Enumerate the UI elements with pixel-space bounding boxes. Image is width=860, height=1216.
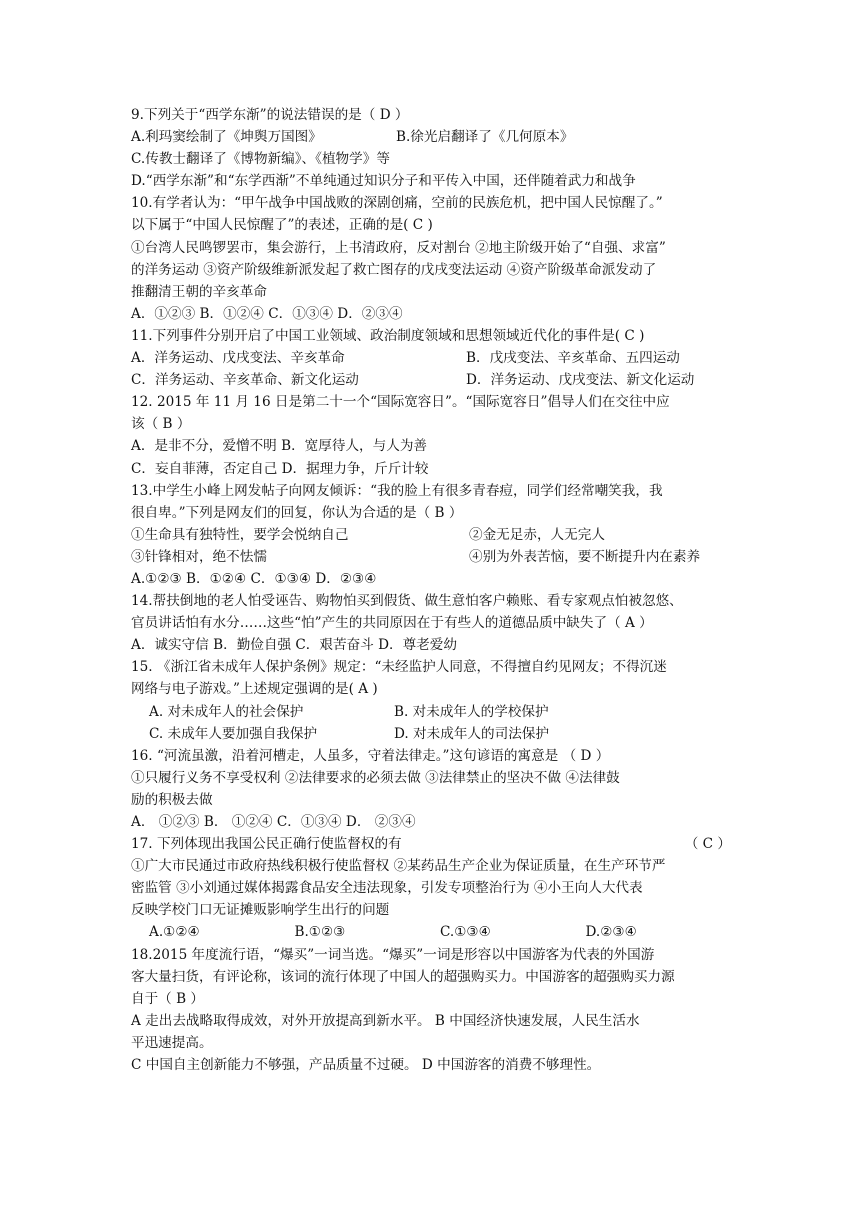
question-stem: 16. “河流虽激，沿着河槽走，人虽多，守着法律走。”这句谚语的寓意是 （ D ）	[131, 747, 610, 764]
options-row: A．①②③ B．①②④ C．①③④ D．②③④	[131, 305, 403, 322]
question-stem: 以下属于“中国人民惊醒了”的表述，正确的是( C )	[131, 217, 433, 234]
option: D. 对未成年人的司法保护	[394, 725, 549, 742]
question-stem: 网络与电子游戏。”上述规定强调的是( A )	[131, 681, 378, 698]
question-statement: 密监管 ③小刘通过媒体揭露食品安全违法现象，引发专项整治行为 ④小王向人大代表	[131, 880, 643, 897]
option: A.利玛窦绘制了《坤舆万国图》	[131, 129, 322, 146]
options-row: A.①②③ B．①②④ C．①③④ D．②③④	[131, 570, 377, 587]
question-stem: 10.有学者认为：“甲午战争中国战败的深剧创痛，空前的民族危机，把中国人民惊醒了。”	[131, 195, 663, 212]
question-stem: 18.2015 年度流行语，“爆买”一词当选。“爆买”一词是形容以中国游客为代表的外国游	[131, 946, 655, 963]
question-17	[131, 833, 731, 943]
question-stem: 该（ B ）	[131, 416, 191, 433]
options-row	[131, 126, 731, 148]
question-stem: 17. 下列体现出我国公民正确行使监督权的有	[131, 836, 402, 853]
statement: ②金无足赤，人无完人	[469, 526, 605, 543]
option: D.②③④	[585, 924, 637, 941]
question-statement: ①只履行义务不享受权利 ②法律要求的必须去做 ③法律禁止的坚决不做 ④法律鼓	[131, 769, 620, 786]
statement: ③针锋相对，绝不怯懦	[131, 548, 267, 565]
options-row	[131, 921, 731, 943]
option: C.传教士翻译了《博物新编》、《植物学》等	[131, 151, 390, 168]
question-stem: 9.下列关于“西学东渐”的说法错误的是（ D ）	[131, 107, 409, 123]
exam-page	[131, 104, 731, 1076]
question-18	[131, 944, 731, 1077]
question-13	[131, 480, 731, 590]
option: B．戊戌变法、辛亥革命、五四运动	[466, 350, 680, 367]
question-14	[131, 590, 731, 656]
question-stem: 官员讲话怕有水分……这些“怕”产生的共同原因在于有些人的道德品质中缺失了（ A ）	[131, 615, 653, 632]
option: C．洋务运动、辛亥革命、新文化运动	[131, 372, 359, 389]
answer-bracket: （ C ）	[684, 836, 731, 853]
options-row: A．诚实守信 B．勤俭自强 C．艰苦奋斗 D．尊老爱幼	[131, 637, 457, 654]
option: A．洋务运动、戊戌变法、辛亥革命	[131, 350, 345, 367]
question-stem: 自于（ B ）	[131, 990, 205, 1007]
option: A. 对未成年人的社会保护	[149, 703, 304, 720]
options-row	[131, 701, 731, 723]
options-row	[131, 369, 731, 391]
question-12	[131, 391, 731, 479]
option: C 中国自主创新能力不够强，产品质量不过硬。 D 中国游客的消费不够理性。	[131, 1057, 601, 1074]
question-statement: ①台湾人民鸣锣罢市，集会游行，上书清政府，反对割台 ②地主阶级开始了“自强、求富”	[131, 239, 666, 256]
statement: ①生命具有独特性，要学会悦纳自己	[131, 526, 349, 543]
option: 平迅速提高。	[131, 1034, 213, 1051]
option: B.徐光启翻译了《几何原本》	[396, 129, 574, 146]
question-16	[131, 745, 731, 833]
option: D.“西学东渐”和“东学西渐”不单纯通过知识分子和平传入中国，还伴随着武力和战争	[131, 173, 636, 190]
question-stem: 14.帮扶倒地的老人怕受诬告、购物怕买到假货、做生意怕客户赖账、看专家观点怕被忽悠、	[131, 593, 683, 610]
question-11	[131, 325, 731, 391]
question-stem: 客大量扫货，有评论称，该词的流行体现了中国人的超强购买力。中国游客的超强购买力源	[131, 968, 675, 985]
question-stem: 15. 《浙江省未成年人保护条例》规定：“未经监护人同意，不得擅自约见网友；不得沉迷	[131, 659, 667, 676]
option: B.①②③	[294, 924, 346, 941]
option: A 走出去战略取得成效，对外开放提高到新水平。 B 中国经济快速发展，人民生活水	[131, 1012, 640, 1029]
statement: ④别为外表苦恼，要不断提升内在素养	[469, 548, 701, 565]
question-statement: 推翻清王朝的辛亥革命	[131, 283, 267, 300]
option: C. 未成年人要加强自我保护	[149, 725, 318, 742]
question-9	[131, 104, 731, 192]
options-row: A． ①②③ B． ①②④ C．①③④ D． ②③④	[131, 814, 416, 830]
option: D．洋务运动、戊戌变法、新文化运动	[466, 372, 695, 389]
question-statement: 的洋务运动 ③资产阶级维新派发起了救亡图存的戊戌变法运动 ④资产阶级革命派发动了	[131, 261, 657, 278]
question-stem: 12. 2015 年 11 月 16 日是第二十一个“国际宽容日”。“国际宽容日”倡导人们在交往中应	[131, 394, 670, 411]
question-stem: 13.中学生小峰上网发帖子向网友倾诉：“我的脸上有很多青春痘，同学们经常嘲笑我，我	[131, 482, 663, 499]
question-statement: 励的积极去做	[131, 791, 213, 808]
statements-row	[131, 546, 731, 568]
question-statement: ①广大市民通过市政府热线积极行使监督权 ②某药品生产企业为保证质量，在生产环节严	[131, 858, 666, 875]
option: B. 对未成年人的学校保护	[394, 703, 549, 720]
question-stem: 11.下列事件分别开启了中国工业领域、政治制度领域和思想领域近代化的事件是( C )	[131, 327, 645, 344]
question-stem: 很自卑。”下列是网友们的回复，你认为合适的是（ B ）	[131, 504, 463, 521]
question-15	[131, 656, 731, 744]
question-10	[131, 192, 731, 325]
options-row	[131, 723, 731, 745]
question-stem-row	[131, 833, 731, 855]
question-statement: 反映学校门口无证摊贩影响学生出行的问题	[131, 902, 390, 919]
option: A.①②④	[149, 924, 200, 941]
options-row: A．是非不分，爱憎不明 B．宽厚待人，与人为善	[131, 438, 428, 455]
option: C.①③④	[440, 924, 491, 941]
options-row	[131, 347, 731, 369]
statements-row	[131, 524, 731, 546]
options-row: C．妄自菲薄，否定自己 D．据理力争，斤斤计较	[131, 460, 429, 477]
